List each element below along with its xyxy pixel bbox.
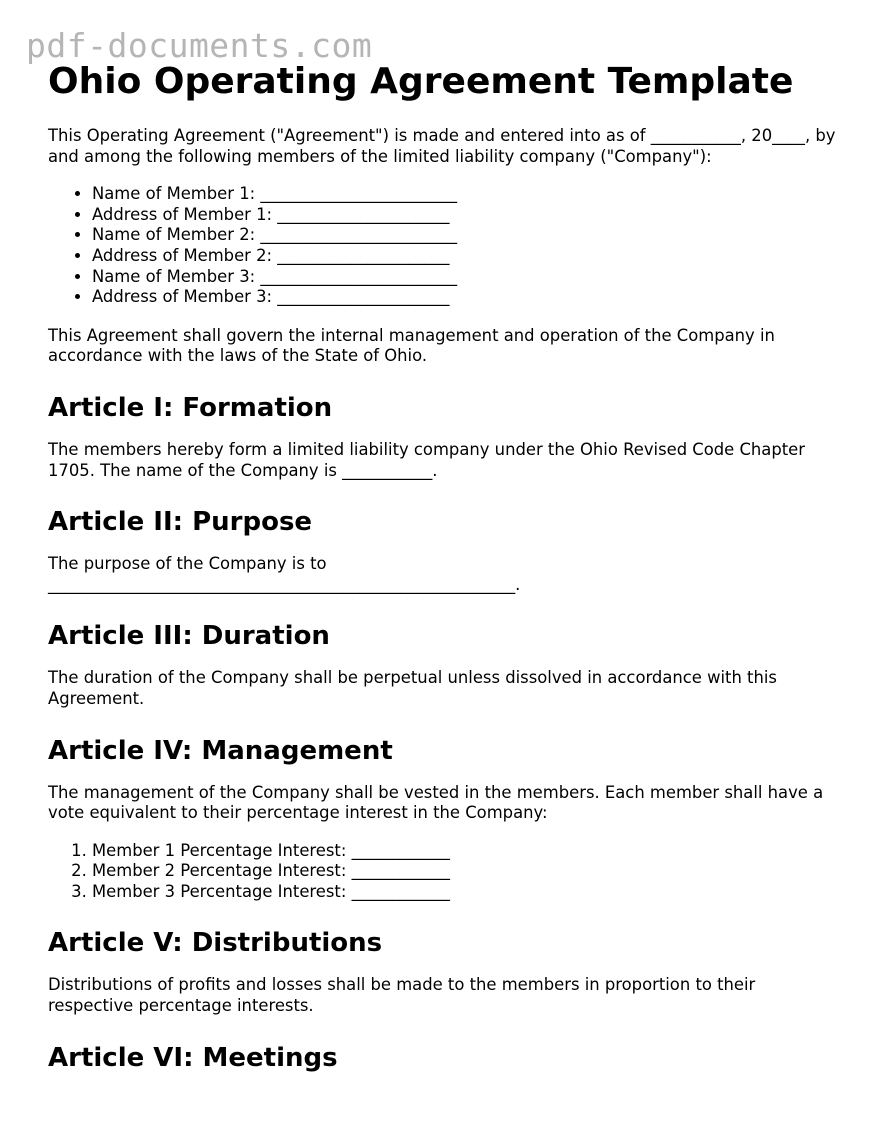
article-purpose-text-line2: _________________________________________________________.: [48, 574, 521, 594]
list-item: 3. Member 3 Percentage Interest: ____________: [92, 882, 838, 903]
list-item: • Name of Member 2: ________________________: [92, 225, 838, 246]
article-management-text: The management of the Company shall be vested in the members. Each member shall have a vote equivalent to their percentage interest in the Company:: [48, 782, 824, 823]
list-item: 1. Member 1 Percentage Interest: ____________: [92, 841, 838, 862]
watermark: pdf-documents.com: [26, 26, 373, 65]
article-duration-heading: Article III: Duration: [48, 621, 330, 652]
article-duration-text: The duration of the Company shall be perpetual unless dissolved in accordance with this Agreement.: [48, 668, 777, 708]
intro-paragraph: This Operating Agreement ("Agreement") is made and entered into as of ___________, 20____, by and among the following members of the limited liability company ("Company"):: [48, 126, 836, 166]
governance-paragraph: This Agreement shall govern the internal management and operation of the Company in accordance with the laws of the State of Ohio.: [48, 325, 775, 366]
article-management-heading: Article IV: Management: [48, 735, 393, 766]
article-purpose-text: [48, 554, 838, 595]
article-purpose-text-line1: The purpose of the Company is to: [48, 554, 327, 574]
article-formation-heading: Article I: Formation: [48, 392, 333, 423]
list-item: • Name of Member 1: ________________________: [92, 184, 838, 205]
list-item: • Address of Member 3: _____________________: [92, 287, 838, 308]
members-list: [48, 184, 838, 308]
interests-list: [48, 841, 838, 903]
article-distributions-heading: Article V: Distributions: [48, 928, 383, 959]
list-item: • Address of Member 1: _____________________: [92, 205, 838, 226]
article-formation-text: The members hereby form a limited liability company under the Ohio Revised Code Chapter 1705. The name of the Company is ___________.: [48, 439, 806, 480]
article-meetings-heading: Article VI: Meetings: [48, 1042, 338, 1073]
list-item: • Address of Member 2: _____________________: [92, 246, 838, 267]
article-distributions-text: Distributions of profits and losses shall be made to the members in proportion to their respective percentage interests.: [48, 975, 756, 1016]
article-purpose-heading: Article II: Purpose: [48, 507, 313, 538]
list-item: 2. Member 2 Percentage Interest: ____________: [92, 861, 838, 882]
document-title: Ohio Operating Agreement Template: [48, 61, 794, 102]
document-body: [48, 60, 838, 1074]
list-item: • Name of Member 3: ________________________: [92, 267, 838, 288]
